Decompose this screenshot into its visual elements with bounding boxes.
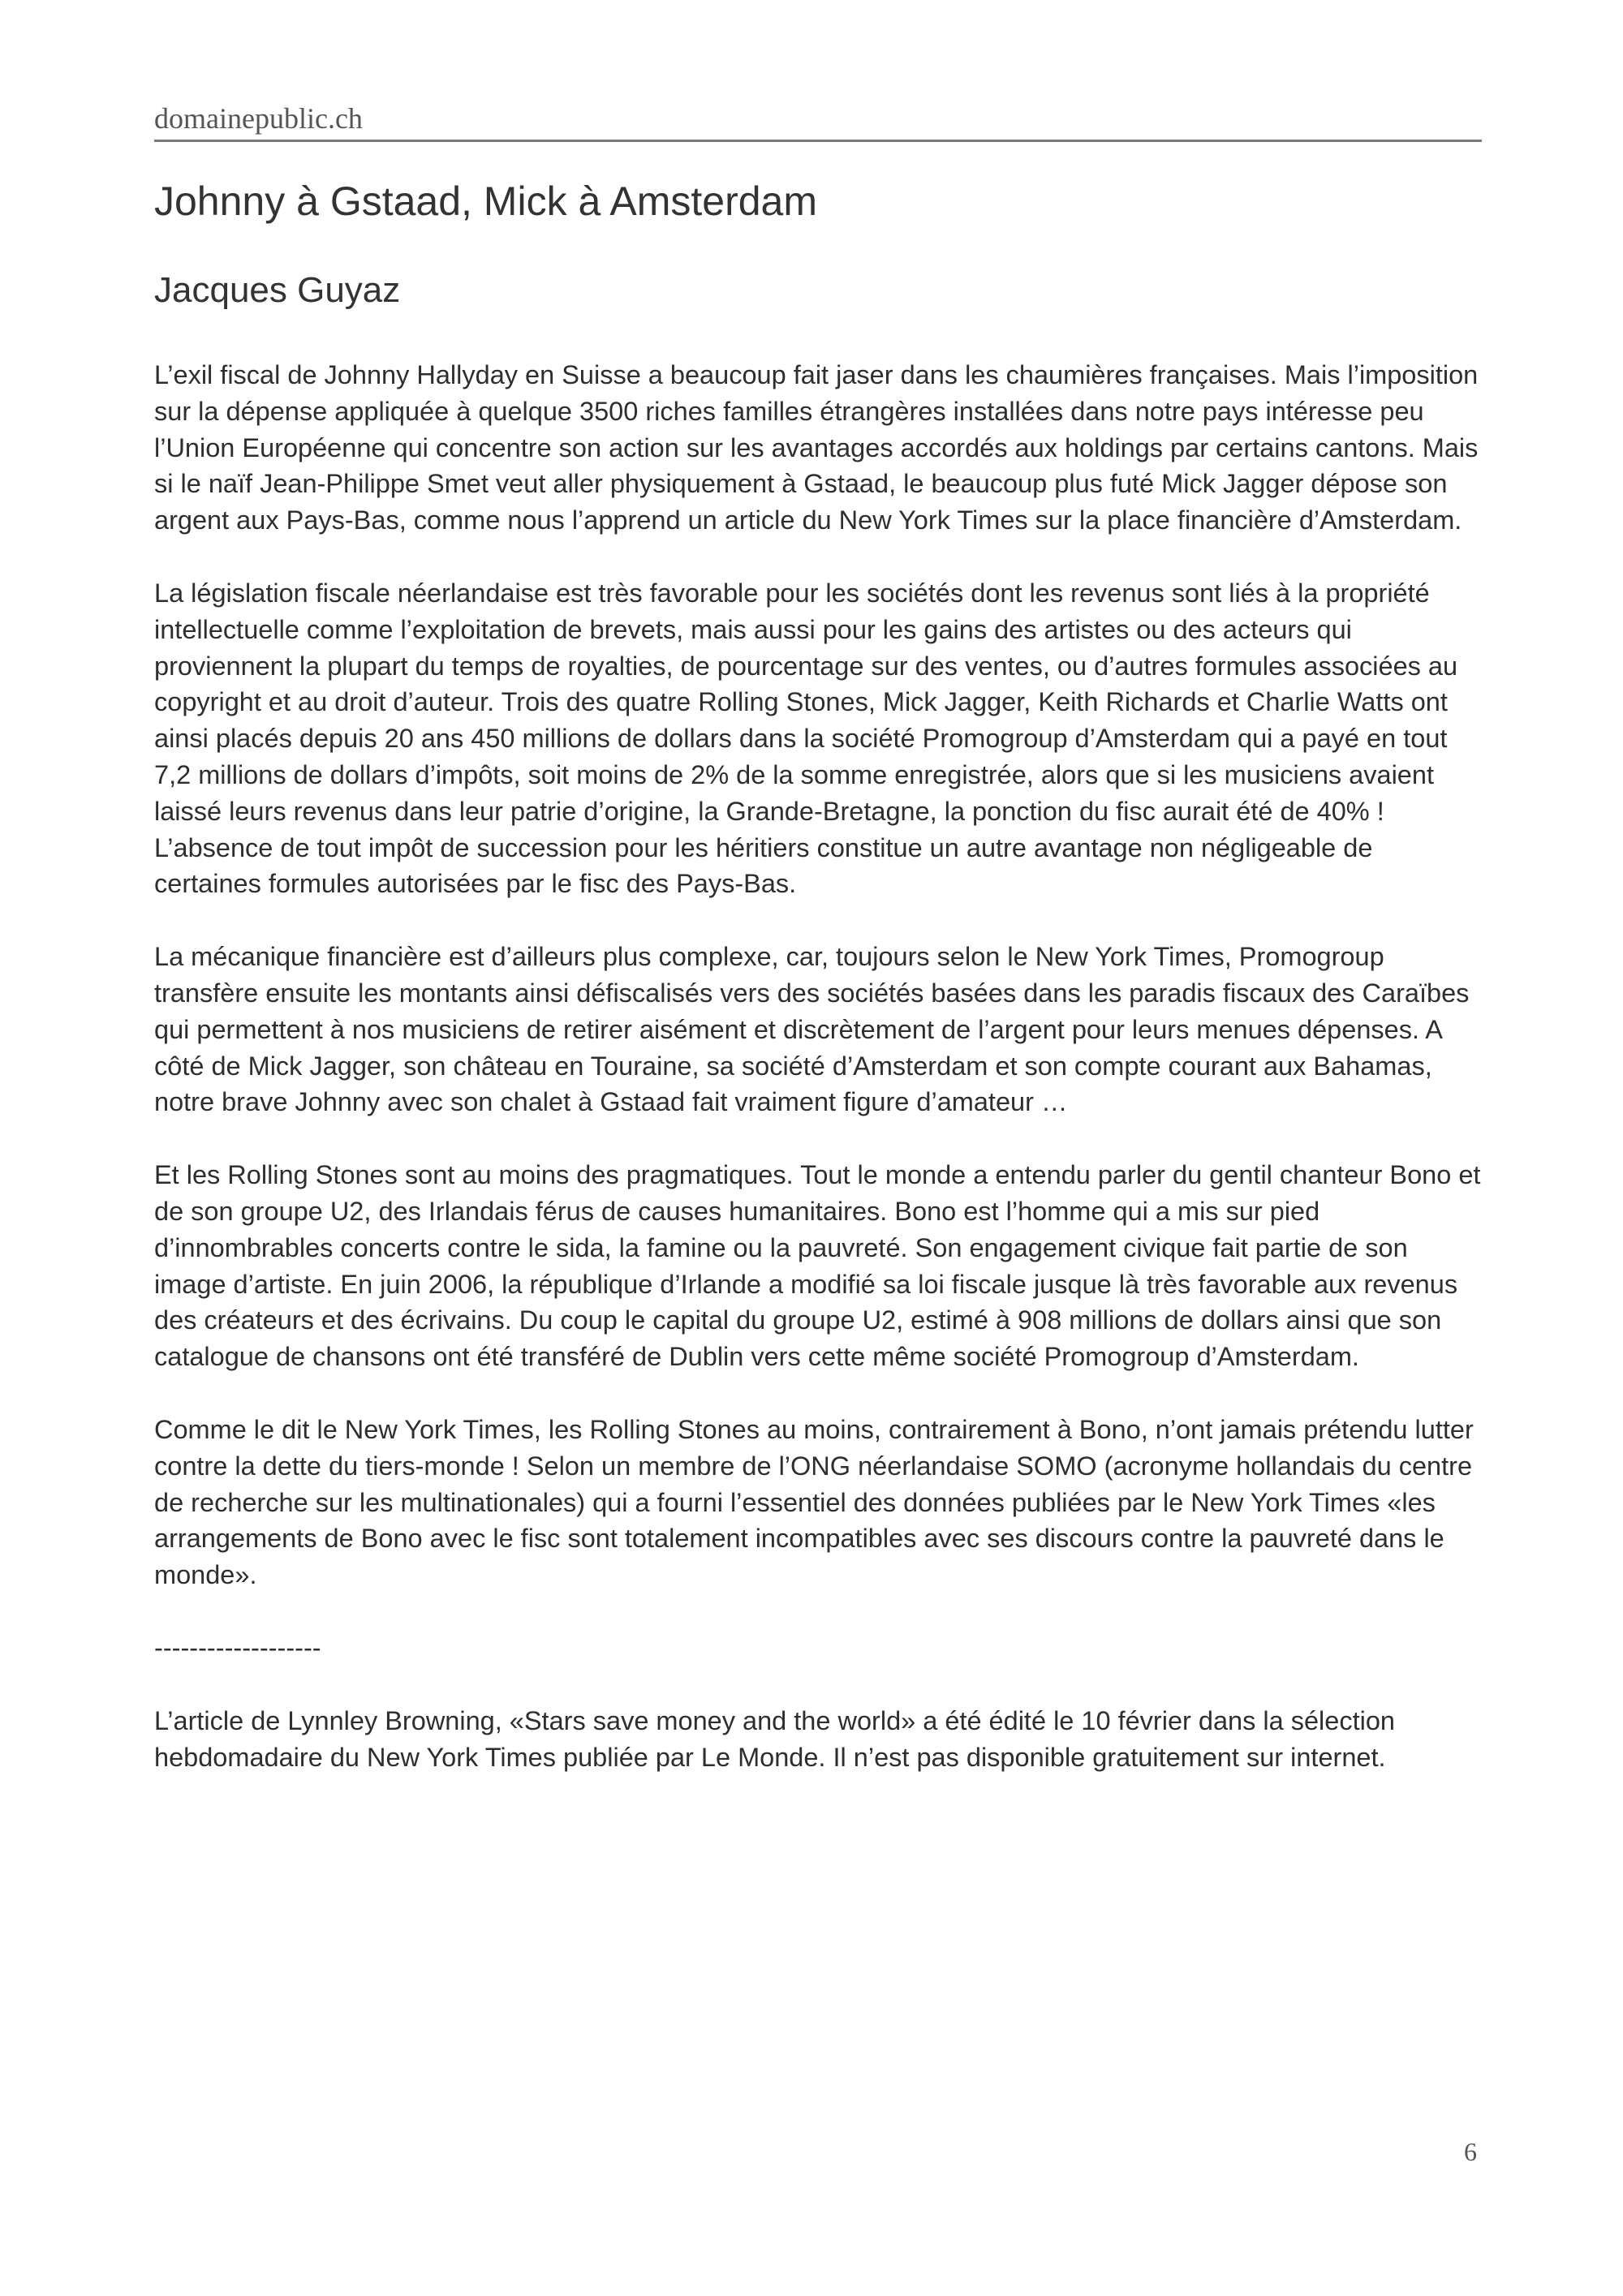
article-author: Jacques Guyaz [154,270,401,310]
article-title: Johnny à Gstaad, Mick à Amsterdam [154,178,818,224]
page-header [154,96,1482,142]
page-number: 6 [1464,2137,1477,2166]
article-body [154,357,1485,1812]
site-name: domainepublic.ch [154,102,363,135]
paragraph-2: La législation fiscale néerlandaise est très favorable pour les sociétés dont les revenus sont liés à la propriété intellectuelle comme l’exploitation de brevets, mais aussi pour les gains des artistes ou des acteurs qui proviennent la plupart du temps de royalties, de pourcentage sur des ventes, ou d’autres formules associées au copyright et au droit d’auteur. Trois des quatre Rolling Stones, Mick Jagger, Keith Richards et Charlie Watts ont ainsi placés depuis 20 ans 450 millions de dollars dans la société Promogroup d’Amsterdam qui a payé en tout 7,2 millions de dollars d’impôts, soit moins de 2% de la somme enregistrée, alors que si les musiciens avaient laissé leurs revenus dans leur patrie d’origine, la Grande-Bretagne, la ponction du fisc aurait été de 40% ! L’absence de tout impôt de succession pour les héritiers constitue un autre avantage non négligeable de certaines formules autorisées par le fisc des Pays-Bas. [154,578,1458,899]
paragraph-4: Et les Rolling Stones sont au moins des pragmatiques. Tout le monde a entendu parler du gentil chanteur Bono et de son groupe U2, des Irlandais férus de causes humanitaires. Bono est l’homme qui a mis sur pied d’innombrables concerts contre le sida, la famine ou la pauvreté. Son engagement civique fait partie de son image d’artiste. En juin 2006, la république d’Irlande a modifié sa loi fiscale jusque là très favorable aux revenus des créateurs et des écrivains. Du coup le capital du groupe U2, estimé à 908 millions de dollars ainsi que son catalogue de chansons ont été transféré de Dublin vers cette même société Promogroup d’Amsterdam. [154,1160,1481,1372]
separator-line: ------------------- [154,1632,321,1662]
paragraph-1: L’exil fiscal de Johnny Hallyday en Suisse a beaucoup fait jaser dans les chaumières françaises. Mais l’imposition sur la dépense appliquée à quelque 3500 riches familles étrangères installées dans notre pays intéresse peu l’Union Européenne qui concentre son action sur les avantages accordés aux holdings par certains cantons. Mais si le naïf Jean-Philippe Smet veut aller physiquement à Gstaad, le beaucoup plus futé Mick Jagger dépose son argent aux Pays-Bas, comme nous l’apprend un article du New York Times sur la place financière d’Amsterdam. [154,360,1479,535]
source-note: L’article de Lynnley Browning, «Stars save money and the world» a été édité le 10 février dans la sélection hebdomadaire du New York Times publiée par Le Monde. Il n’est pas disponible gratuitement sur internet. [154,1705,1395,1772]
paragraph-5: Comme le dit le New York Times, les Rolling Stones au moins, contrairement à Bono, n’ont jamais prétendu lutter contre la dette du tiers-monde ! Selon un membre de l’ONG néerlandaise SOMO (acronyme hollandais du centre de recherche sur les multinationales) qui a fourni l’essentiel des données publiées par le New York Times «les arrangements de Bono avec le fisc sont totalement incompatibles avec ses discours contre la pauvreté dans le monde». [154,1414,1474,1590]
paragraph-3: La mécanique financière est d’ailleurs plus complexe, car, toujours selon le New York Times, Promogroup transfère ensuite les montants ainsi défiscalisés vers des sociétés basées dans les paradis fiscaux des Caraïbes qui permettent à nos musiciens de retirer aisément et discrètement de l’argent pour leurs menues dépenses. A côté de Mick Jagger, son château en Touraine, sa société d’Amsterdam et son compte courant aux Bahamas, notre brave Johnny avec son chalet à Gstaad fait vraiment figure d’amateur … [154,942,1470,1117]
